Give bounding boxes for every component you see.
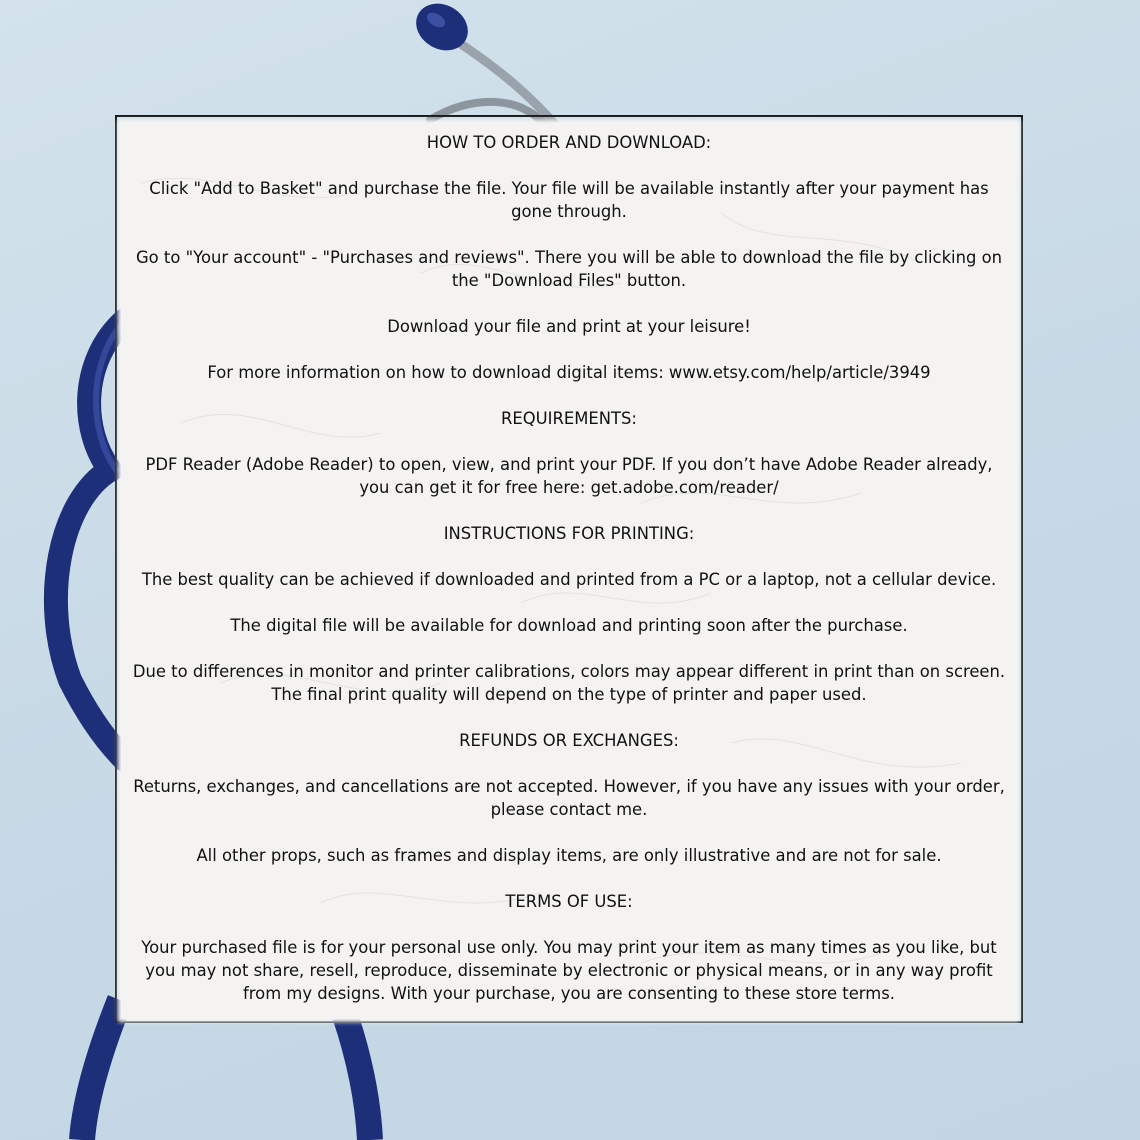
paper-panel [121, 123, 1017, 1019]
heading-terms: TERMS OF USE: [505, 892, 633, 911]
paragraph-download-print: Download your file and print at your leisure! [387, 317, 751, 336]
paragraph-props: All other props, such as frames and display items, are only illustrative and are not for sale. [196, 846, 942, 865]
paragraph-digital-file: The digital file will be available for download and printing soon after the purchase. [230, 616, 908, 635]
paragraph-terms: Your purchased file is for your personal use only. You may print your item as many times as you like, but you may not share, resell, reproduce, disseminate by electronic or physical means, or in any way profit from my designs. With your purchase, you are consenting to these store terms. [141, 938, 997, 1003]
heading-requirements: REQUIREMENTS: [501, 409, 637, 428]
paragraph-pdf-reader: PDF Reader (Adobe Reader) to open, view, and print your PDF. If you don’t have Adobe Reader already, you can get it for free here: get.adobe.com/reader/ [145, 455, 993, 497]
paragraph-add-to-basket: Click "Add to Basket" and purchase the file. Your file will be available instantly after your payment has gone through. [149, 179, 989, 221]
paragraph-best-quality: The best quality can be achieved if downloaded and printed from a PC or a laptop, not a cellular device. [141, 570, 997, 589]
paragraph-your-account: Go to "Your account" - "Purchases and reviews". There you will be able to download the file by clicking on the "Download Files" button. [135, 248, 1003, 290]
paragraph-returns: Returns, exchanges, and cancellations are not accepted. However, if you have any issues with your order, please contact me. [133, 777, 1005, 819]
instructions-text [131, 131, 1007, 1005]
paragraph-calibrations: Due to differences in monitor and printer calibrations, colors may appear different in print than on screen. The final print quality will depend on the type of printer and paper used. [132, 662, 1006, 704]
heading-refunds: REFUNDS OR EXCHANGES: [459, 731, 679, 750]
heading-how-to-order: HOW TO ORDER AND DOWNLOAD: [426, 133, 712, 152]
paragraph-more-info: For more information on how to download digital items: www.etsy.com/help/article/3949 [207, 363, 931, 382]
heading-printing: INSTRUCTIONS FOR PRINTING: [443, 524, 695, 543]
